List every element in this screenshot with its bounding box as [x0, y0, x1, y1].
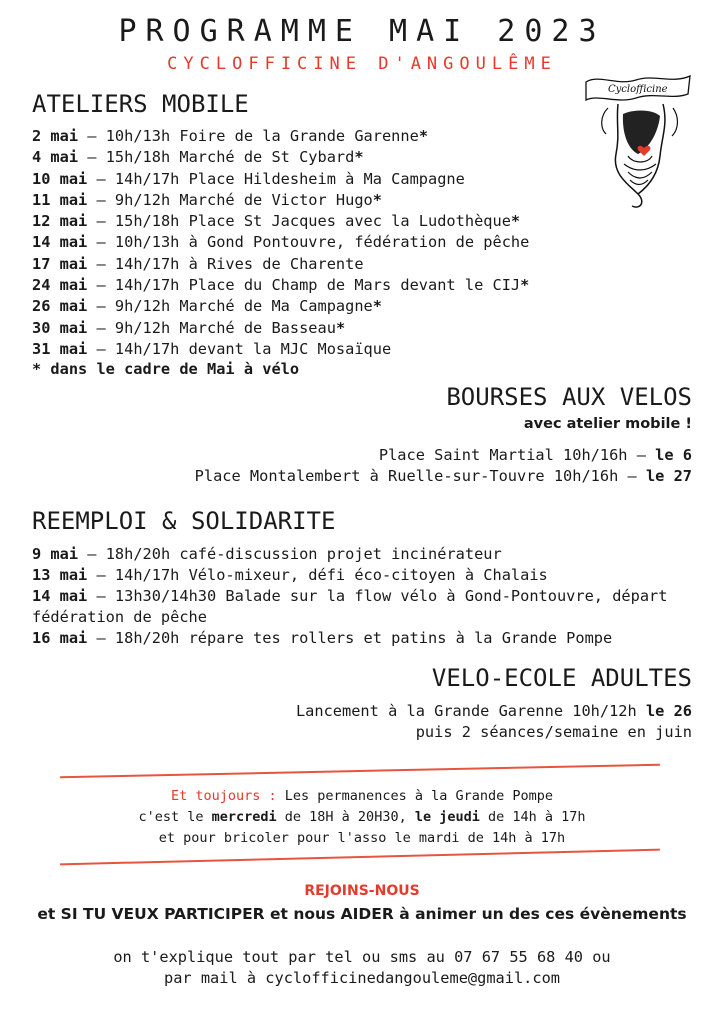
page-title: PROGRAMME MAI 2023: [118, 14, 606, 49]
atelier-date: 11 mai: [32, 190, 88, 209]
reemploi-text: – 18h/20h répare tes rollers et patins à la Grande Pompe: [87, 629, 613, 647]
atelier-star: *: [372, 297, 382, 316]
atelier-date: 14 mai: [32, 233, 88, 252]
atelier-date: 12 mai: [32, 212, 88, 231]
toujours-text: c'est le: [138, 809, 212, 825]
atelier-text: – 9h/12h Marché de Victor Hugo: [87, 190, 373, 209]
permanences-block: [0, 786, 724, 849]
atelier-item: [32, 275, 529, 296]
atelier-date: 4 mai: [32, 148, 79, 167]
reemploi-date: 16 mai: [32, 629, 88, 647]
atelier-text: – 10h/13h à Gond Pontouvre, fédération de pêche: [87, 233, 530, 252]
bourses-line-date: le 6: [655, 446, 692, 464]
atelier-date: 26 mai: [32, 297, 88, 316]
veloecole-line2: puis 2 séances/semaine en juin: [415, 723, 692, 741]
veloecole-heading: VELO-ECOLE ADULTES: [431, 664, 692, 692]
bourses-line-date: le 27: [645, 467, 692, 485]
rejoins-heading: REJOINS-NOUS: [304, 883, 420, 899]
toujours-mercredi: mercredi: [211, 809, 277, 825]
atelier-text: – 14h/17h Place du Champ de Mars devant le CIJ: [87, 276, 521, 295]
toujours-label: Et toujours :: [170, 788, 277, 804]
reemploi-item: [32, 544, 697, 565]
participer-line: et SI TU VEUX PARTICIPER et nous AIDER à animer un des ces évènements: [37, 905, 687, 923]
atelier-item: [32, 318, 529, 339]
atelier-date: 31 mai: [32, 339, 88, 358]
participer-text: [0, 904, 724, 924]
reemploi-date: 9 mai: [32, 545, 79, 563]
atelier-star: *: [510, 212, 521, 231]
bourses-line-text: Place Saint Martial 10h/16h –: [378, 446, 656, 464]
reemploi-list: [32, 544, 697, 649]
atelier-date: 2 mai: [32, 127, 79, 145]
atelier-star: *: [418, 127, 429, 145]
atelier-item: [32, 169, 529, 190]
reemploi-item: [32, 565, 697, 586]
atelier-star: *: [354, 148, 364, 167]
atelier-item: [32, 126, 529, 147]
atelier-text: – 10h/13h Foire de la Grande Garenne: [78, 127, 419, 145]
toujours-text: de 18H à 20H30,: [276, 809, 415, 825]
contact-email: par mail à cyclofficinedangouleme@gmail.com: [163, 969, 560, 987]
atelier-star: *: [335, 318, 346, 337]
page-subtitle: CYCLOFFICINE D'ANGOULÊME: [167, 54, 557, 74]
atelier-text: – 15h/18h Marché de St Cybard: [78, 148, 355, 167]
atelier-item: [32, 296, 529, 317]
reemploi-date: 14 mai: [32, 587, 88, 605]
bourses-line-text: Place Montalembert à Ruelle-sur-Touvre 10h/16h –: [194, 467, 646, 485]
toujours-text: de 14h à 17h: [479, 809, 586, 825]
atelier-item: [32, 339, 529, 360]
atelier-star: *: [372, 190, 382, 209]
atelier-text: – 9h/12h Marché de Ma Campagne: [87, 297, 373, 316]
ateliers-list: [32, 126, 529, 360]
atelier-text: – 14h/17h à Rives de Charente: [87, 254, 364, 273]
reemploi-text: – 13h30/14h30 Balade sur la flow vélo à Gond-Pontouvre, départ fédération de pêche: [32, 587, 668, 626]
veloecole-line1: Lancement à la Grande Garenne 10h/12h: [295, 702, 646, 720]
reemploi-item: [32, 628, 697, 649]
atelier-text: – 14h/17h Place Hildesheim à Ma Campagne: [87, 169, 465, 188]
atelier-item: [32, 232, 529, 253]
ateliers-heading: ATELIERS MOBILE: [32, 90, 249, 118]
reemploi-date: 13 mai: [32, 566, 88, 584]
atelier-date: 17 mai: [32, 254, 88, 273]
atelier-item: [32, 147, 529, 168]
reemploi-heading: REEMPLOI & SOLIDARITE: [32, 507, 336, 535]
contact-block: [0, 947, 724, 989]
seahorse-bike-mascot-logo: [578, 64, 698, 214]
divider-bottom: [60, 849, 660, 866]
reemploi-text: – 14h/17h Vélo-mixeur, défi éco-citoyen à Chalais: [87, 566, 548, 584]
atelier-item: [32, 254, 529, 275]
atelier-item: [32, 211, 529, 232]
atelier-text: – 15h/18h Place St Jacques avec la Ludothèque: [87, 212, 511, 231]
bourses-line: [195, 466, 692, 488]
atelier-star: *: [520, 276, 530, 295]
bourses-heading: BOURSES AUX VELOS: [446, 383, 692, 411]
ateliers-note: * dans le cadre de Mai à vélo: [32, 360, 300, 378]
reemploi-item: [32, 586, 697, 628]
contact-phone: on t'explique tout par tel ou sms au 07 67 55 68 40 ou: [113, 948, 611, 966]
divider-top: [60, 764, 660, 779]
logo-text: Cyclofficine: [608, 84, 668, 95]
atelier-text: – 14h/17h devant la MJC Mosaïque: [87, 339, 392, 358]
atelier-item: [32, 190, 529, 211]
atelier-date: 30 mai: [32, 318, 88, 337]
reemploi-text: – 18h/20h café-discussion projet incinérateur: [78, 545, 502, 563]
veloecole-date: le 26: [645, 702, 692, 720]
atelier-date: 24 mai: [32, 276, 88, 295]
bourses-subheading: avec atelier mobile !: [523, 416, 692, 432]
toujours-jeudi: le jeudi: [414, 809, 480, 825]
toujours-line1: Les permanences à la Grande Pompe: [276, 788, 553, 804]
bourses-line: [379, 445, 692, 467]
atelier-date: 10 mai: [32, 169, 88, 188]
veloecole-line: [296, 701, 692, 723]
toujours-line3: et pour bricoler pour l'asso le mardi de 14h à 17h: [158, 830, 566, 846]
atelier-text: – 9h/12h Marché de Basseau: [87, 318, 336, 337]
